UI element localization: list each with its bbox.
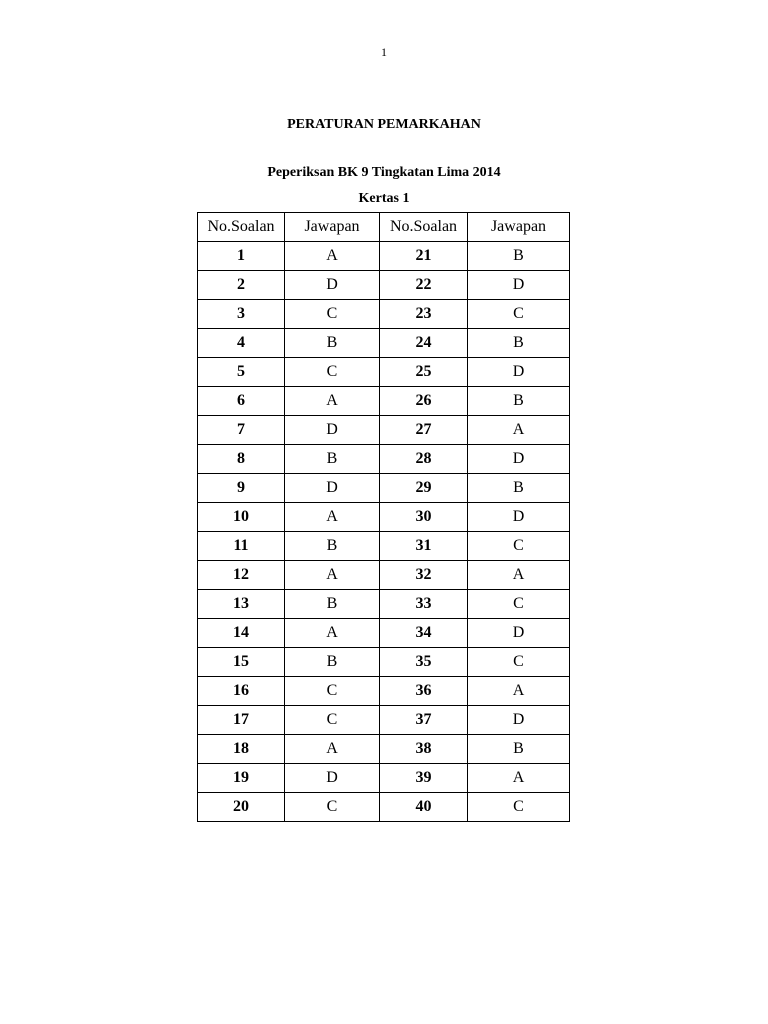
answer-cell: A: [285, 619, 380, 648]
answer-cell: A: [468, 416, 570, 445]
question-number-cell: 11: [198, 532, 285, 561]
question-number-cell: 9: [198, 474, 285, 503]
page-title: PERATURAN PEMARKAHAN: [287, 117, 481, 132]
question-number-cell: 20: [198, 793, 285, 822]
answer-cell: B: [285, 590, 380, 619]
answer-cell: B: [285, 445, 380, 474]
table-row: [198, 329, 570, 358]
question-number-cell: 31: [380, 532, 468, 561]
answer-cell: D: [468, 619, 570, 648]
answer-cell: D: [468, 706, 570, 735]
answer-cell: C: [285, 706, 380, 735]
header-question-number-1: No.Soalan: [198, 213, 285, 242]
table-row: [198, 358, 570, 387]
answer-cell: C: [468, 648, 570, 677]
question-number-cell: 40: [380, 793, 468, 822]
question-number-cell: 4: [198, 329, 285, 358]
answer-key-table: [197, 212, 570, 822]
answer-cell: A: [285, 242, 380, 271]
page-number: 1: [381, 45, 387, 59]
table-row: [198, 271, 570, 300]
question-number-cell: 28: [380, 445, 468, 474]
answer-cell: B: [468, 474, 570, 503]
answer-cell: C: [285, 677, 380, 706]
question-number-cell: 22: [380, 271, 468, 300]
table-row: [198, 677, 570, 706]
answer-cell: A: [468, 764, 570, 793]
question-number-cell: 23: [380, 300, 468, 329]
answer-cell: D: [285, 271, 380, 300]
answer-cell: A: [285, 735, 380, 764]
answer-cell: C: [285, 358, 380, 387]
question-number-cell: 33: [380, 590, 468, 619]
answer-cell: B: [285, 648, 380, 677]
answer-cell: A: [468, 677, 570, 706]
question-number-cell: 5: [198, 358, 285, 387]
question-number-cell: 8: [198, 445, 285, 474]
question-number-cell: 30: [380, 503, 468, 532]
question-number-cell: 19: [198, 764, 285, 793]
question-number-cell: 24: [380, 329, 468, 358]
answer-cell: D: [285, 764, 380, 793]
question-number-cell: 27: [380, 416, 468, 445]
answer-cell: C: [468, 793, 570, 822]
table-row: [198, 648, 570, 677]
table-row: [198, 445, 570, 474]
question-number-cell: 26: [380, 387, 468, 416]
question-number-cell: 39: [380, 764, 468, 793]
question-number-cell: 36: [380, 677, 468, 706]
answer-cell: A: [285, 561, 380, 590]
question-number-cell: 29: [380, 474, 468, 503]
question-number-cell: 21: [380, 242, 468, 271]
question-number-cell: 38: [380, 735, 468, 764]
answer-cell: C: [468, 300, 570, 329]
question-number-cell: 1: [198, 242, 285, 271]
table-row: [198, 474, 570, 503]
answer-cell: B: [285, 532, 380, 561]
question-number-cell: 17: [198, 706, 285, 735]
table-row: [198, 735, 570, 764]
answer-cell: B: [285, 329, 380, 358]
question-number-cell: 14: [198, 619, 285, 648]
question-number-cell: 3: [198, 300, 285, 329]
question-number-cell: 35: [380, 648, 468, 677]
table-row: [198, 764, 570, 793]
question-number-cell: 16: [198, 677, 285, 706]
table-row: [198, 619, 570, 648]
answer-cell: D: [468, 358, 570, 387]
table-row: [198, 503, 570, 532]
answer-cell: C: [285, 300, 380, 329]
answer-cell: D: [468, 503, 570, 532]
question-number-cell: 25: [380, 358, 468, 387]
question-number-cell: 18: [198, 735, 285, 764]
answer-cell: D: [468, 271, 570, 300]
table-row: [198, 590, 570, 619]
answer-cell: A: [285, 503, 380, 532]
answer-cell: B: [468, 387, 570, 416]
paper-label: Kertas 1: [358, 191, 410, 206]
table-row: [198, 300, 570, 329]
header-answer-1: Jawapan: [285, 213, 380, 242]
table-row: [198, 561, 570, 590]
question-number-cell: 2: [198, 271, 285, 300]
answer-cell: D: [285, 416, 380, 445]
answer-rows: [198, 242, 570, 822]
question-number-cell: 12: [198, 561, 285, 590]
answer-cell: A: [285, 387, 380, 416]
table-row: [198, 706, 570, 735]
question-number-cell: 32: [380, 561, 468, 590]
table-row: [198, 793, 570, 822]
header-answer-2: Jawapan: [468, 213, 570, 242]
table-row: [198, 532, 570, 561]
answer-cell: D: [285, 474, 380, 503]
answer-cell: C: [468, 590, 570, 619]
answer-cell: B: [468, 329, 570, 358]
answer-cell: B: [468, 735, 570, 764]
question-number-cell: 15: [198, 648, 285, 677]
table-row: [198, 416, 570, 445]
table-header-row: [198, 213, 570, 242]
table-row: [198, 242, 570, 271]
question-number-cell: 6: [198, 387, 285, 416]
answer-cell: C: [468, 532, 570, 561]
table-row: [198, 387, 570, 416]
answer-cell: B: [468, 242, 570, 271]
question-number-cell: 13: [198, 590, 285, 619]
answer-cell: D: [468, 445, 570, 474]
header-question-number-2: No.Soalan: [380, 213, 468, 242]
question-number-cell: 10: [198, 503, 285, 532]
exam-subtitle: Peperiksan BK 9 Tingkatan Lima 2014: [267, 165, 501, 180]
answer-cell: C: [285, 793, 380, 822]
question-number-cell: 7: [198, 416, 285, 445]
answer-cell: A: [468, 561, 570, 590]
question-number-cell: 34: [380, 619, 468, 648]
question-number-cell: 37: [380, 706, 468, 735]
